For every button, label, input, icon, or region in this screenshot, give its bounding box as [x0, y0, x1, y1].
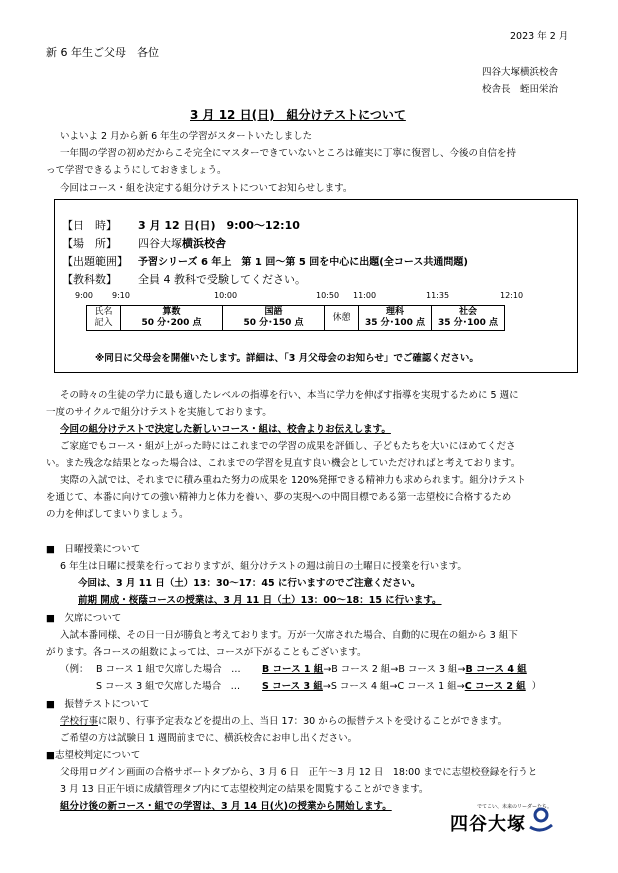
- logo-tagline: でてこい、未来のリーダーたち。: [477, 804, 553, 810]
- body-line: を通じて、本番に向けての強い精神力と体力を養い、夢の実現への中間目標である第一志望校に合格するため: [46, 492, 512, 503]
- time-tick: 9:10: [112, 291, 130, 300]
- section-line: 今回は、3 月 11 日（土）13：30～17：45 に行いますのでご注意ください。: [78, 578, 421, 589]
- time-tick: 10:00: [214, 291, 238, 300]
- schedule-cell: 社会 35 分･100 点: [432, 306, 505, 331]
- section-line: がります。各コースの組数によっては、コースが下がることもございます。: [46, 647, 367, 658]
- section-line: 組分け後の新コース・組での学習は、3 月 14 日(火)の授業から開始します。: [60, 801, 392, 812]
- section-heading: ■ 振替テストについて: [46, 699, 150, 710]
- issue-date: 2023 年 2 月: [510, 31, 569, 42]
- test-info-box: [54, 199, 578, 373]
- example-case: S コース 3 組で欠席した場合 …: [96, 681, 241, 692]
- time-tick: 9:00: [75, 291, 93, 300]
- section-heading: ■ 欠席について: [46, 613, 122, 624]
- schedule-cell: 休憩: [325, 306, 359, 331]
- intro-line: 一年間の学習の初めだからこそ完全にマスターできていないところは確実に丁寧に復習し、今後の自信を持: [60, 148, 517, 159]
- body-line: い。また残念な結果となった場合は、これまでの学習を見直す良い機会としていただければと考えております。: [46, 458, 521, 469]
- schedule-table: [86, 305, 505, 331]
- page-title: 3 月 12 日(日) 組分けテストについて: [190, 108, 406, 122]
- example-case: B コース 1 組で欠席した場合 …: [96, 664, 241, 675]
- principal-name: 校舎長 蛭田栄治: [482, 84, 559, 95]
- example-label: （例：: [60, 664, 89, 675]
- body-line: ご家庭でもコース・組が上がった時にはこれまでの学習の成果を評価し、子どもたちを大いにほめてくださ: [60, 441, 516, 452]
- info-label-subjects: 【教科数】: [62, 273, 117, 286]
- schedule-cell: 氏名 記入: [87, 306, 121, 331]
- addressee: 新 6 年生ご父母 各位: [46, 46, 159, 59]
- body-line: 一度のサイクルで組分けテストを実施しております。: [46, 407, 272, 418]
- info-value-date: 3 月 12 日(日) 9:00～12:10: [138, 219, 300, 232]
- time-tick: 11:35: [426, 291, 450, 300]
- section-line: 6 年生は日曜に授業を行っておりますが、組分けテストの週は前日の土曜日に授業を行います。: [60, 561, 467, 572]
- logo-mark-icon: [528, 806, 554, 834]
- time-tick: 12:10: [500, 291, 524, 300]
- info-label-date: 【日 時】: [62, 219, 117, 232]
- section-line: 前期 開成・桜蔭コースの授業は、3 月 11 日（土）13：00～18：15 に行います。: [78, 595, 442, 606]
- info-label-place: 【場 所】: [62, 237, 117, 250]
- schedule-cell: 算数 50 分･200 点: [121, 306, 223, 331]
- info-label-range: 【出題範囲】: [62, 255, 128, 268]
- logo-name: 四谷大塚: [450, 814, 526, 835]
- body-line: 実際の入試では、それまでに積み重ねた努力の成果を 120%発揮できる精神力も求められます。組分けテスト: [60, 475, 527, 486]
- time-tick: 11:00: [353, 291, 377, 300]
- intro-line: って学習できるようにしておきましょう。: [46, 165, 227, 176]
- section-heading: ■志望校判定について: [46, 750, 141, 761]
- info-value-place: 四谷大塚横浜校舎: [138, 237, 226, 250]
- info-value-subjects: 全員 4 教科で受験してください。: [138, 273, 306, 286]
- time-tick: 10:50: [316, 291, 340, 300]
- info-value-range: 予習シリーズ 6 年上 第 1 回～第 5 回を中心に出題(全コース共通問題): [138, 257, 468, 268]
- schedule-cell: 国語 50 分･150 点: [223, 306, 325, 331]
- section-line: ご希望の方は試験日 1 週間前までに、横浜校舎にお申し出ください。: [60, 733, 358, 744]
- body-line: の力を伸ばしてまいりましょう。: [46, 509, 189, 520]
- section-line: 3 月 13 日正午頃に成績管理タブ内にて志望校判定の結果を閲覧することができます。: [60, 784, 429, 795]
- section-line: 父母用ログイン画面の合格サポートタブから、3 月 6 日 正午～3 月 12 日 18:00 までに志望校登録を行うと: [60, 767, 538, 778]
- example-path: B コース 1 組→B コース 2 組→B コース 3 組→B コース 4 組: [262, 664, 527, 675]
- intro-line: 今回はコース・組を決定する組分けテストについてお知らせします。: [60, 183, 353, 194]
- parents-meeting-note: ※同日に父母会を開催いたします。詳細は、「3 月父母会のお知らせ」でご確認ください。: [95, 353, 479, 364]
- body-line: その時々の生徒の学力に最も適したレベルの指導を行い、本当に学力を伸ばす指導を実現するために 5 週に: [60, 390, 519, 401]
- intro-line: いよいよ 2 月から新 6 年生の学習がスタートいたしました: [60, 131, 313, 142]
- section-heading: ■ 日曜授業について: [46, 544, 141, 555]
- section-line: 入試本番同様、その日一日が勝負と考えております。万が一欠席された場合、自動的に現在の組から 3 組下: [60, 630, 518, 641]
- example-path: S コース 3 組→S コース 4 組→C コース 1 組→C コース 2 組 ）: [262, 681, 542, 692]
- schedule-cell: 理科 35 分･100 点: [359, 306, 432, 331]
- school-name: 四谷大塚横浜校舎: [482, 67, 559, 78]
- body-line: 今回の組分けテストで決定した新しいコース・組は、校舎よりお伝えします。: [60, 424, 391, 435]
- section-line: 学校行事に限り、行事予定表などを提出の上、当日 17：30 からの振替テストを受けることができます。: [60, 716, 508, 727]
